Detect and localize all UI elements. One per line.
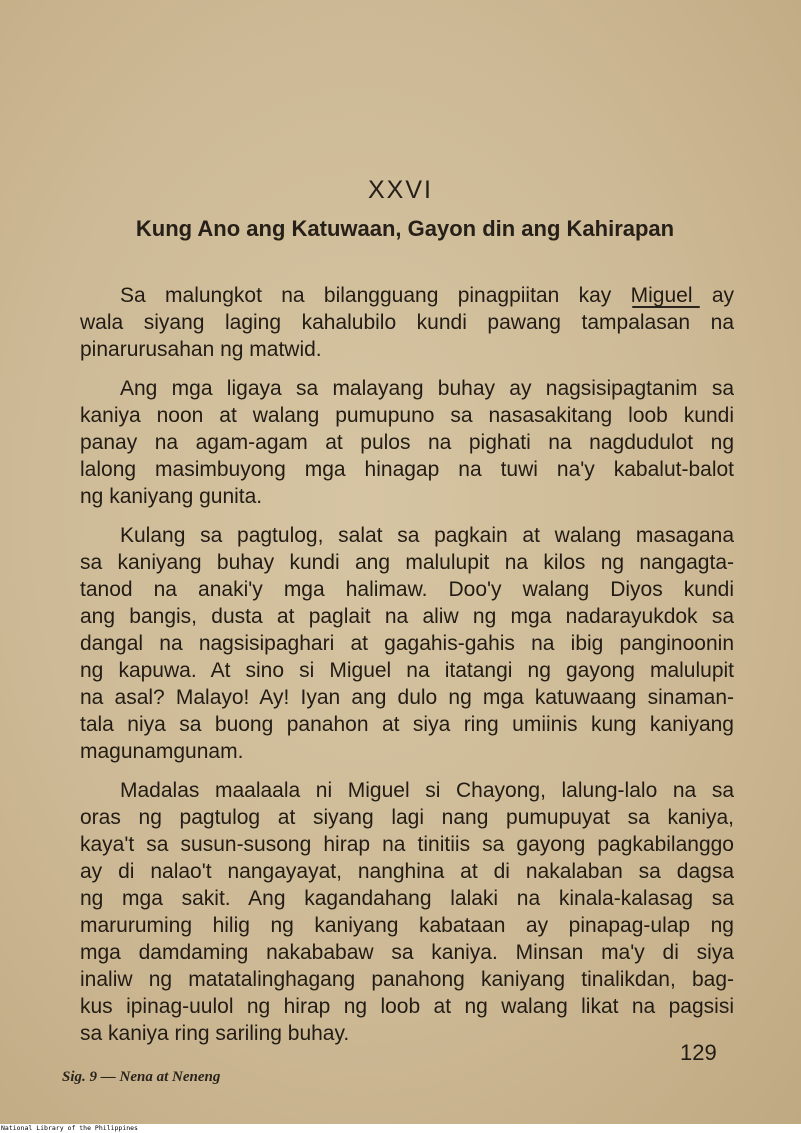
text-line: ng kapuwa. At sino si Miguel na itatangi ng gayong malulupit: [80, 659, 734, 682]
chapter-title: Kung Ano ang Katuwaan, Gayon din ang Kahirapan: [135, 216, 675, 241]
text-line: Sa malungkot na bilangguang pinagpiitan kay Miguel ay: [120, 284, 734, 307]
text-line: Madalas maalaala ni Miguel si Chayong, lalung-lalo na sa: [120, 779, 734, 802]
text-line: dangal na nagsisipaghari at gagahis-gahis na ibig panginoonin: [80, 632, 734, 655]
text-line: tala niya sa buong panahon at siya ring umiinis kung kaniyang: [80, 713, 734, 736]
signature-mark: Sig. 9 — Nena at Neneng: [62, 1069, 221, 1085]
text-line: tanod na anaki'y mga halimaw. Doo'y walang Diyos kundi: [80, 578, 734, 601]
text-line: ang bangis, dusta at paglait na aliw ng mga nadarayukdok sa: [80, 605, 734, 628]
text-line: kaya't sa susun-susong hirap na tinitiis sa gayong pagkabilanggo: [80, 833, 734, 856]
text-line: wala siyang laging kahalubilo kundi pawang tampalasan na: [80, 311, 734, 334]
text-line: maruruming hilig ng kaniyang kabataan ay pinapag-ulap ng: [80, 914, 734, 937]
text-line: kaniya noon at walang pumupuno sa nasasakitang loob kundi: [80, 404, 734, 427]
text-line: Kulang sa pagtulog, salat sa pagkain at walang masagana: [120, 524, 734, 547]
text-line: Ang mga ligaya sa malayang buhay ay nagsisipagtanim sa: [120, 377, 734, 400]
text-line: ay di nalao't nangayayat, nanghina at di nakalaban sa dagsa: [80, 860, 734, 883]
text-line: sa kaniya ring sariling buhay.: [80, 1022, 350, 1045]
text-line: mga damdaming nakababaw sa kaniya. Minsan ma'y di siya: [80, 941, 734, 964]
chapter-body: [80, 282, 734, 1047]
text-line: na asal? Malayo! Ay! Iyan ang dulo ng mga katuwaang sinaman-: [80, 686, 734, 709]
text-line: ng kaniyang gunita.: [80, 485, 263, 508]
text-line: kus ipinag-uulol ng hirap ng loob at ng walang likat na pagsisi: [80, 995, 734, 1018]
text-line: oras ng pagtulog at siyang lagi nang pumupuyat sa kaniya,: [80, 806, 734, 829]
page-number: 129: [680, 1040, 717, 1065]
text-line: sa kaniyang buhay kundi ang malulupit na kilos ng nangagta-: [80, 551, 734, 574]
text-line: panay na agam-agam at pulos na pighati na nagdudulot ng: [80, 431, 734, 454]
text-line: inaliw ng matatalinghagang panahong kaniyang tinalikdan, bag-: [80, 968, 734, 991]
text-line: ng mga sakit. Ang kagandahang lalaki na kinala-kalasag sa: [80, 887, 734, 910]
text-line: magunamgunam.: [80, 740, 244, 763]
text-line: pinarurusahan ng matwid.: [80, 338, 322, 361]
chapter-number: XXVI: [368, 176, 433, 204]
footer-credit: National Library of the Philippines: [1, 1124, 138, 1132]
text-line: lalong masimbuyong mga hinagap na tuwi na'y kabalut-balot: [80, 458, 734, 481]
